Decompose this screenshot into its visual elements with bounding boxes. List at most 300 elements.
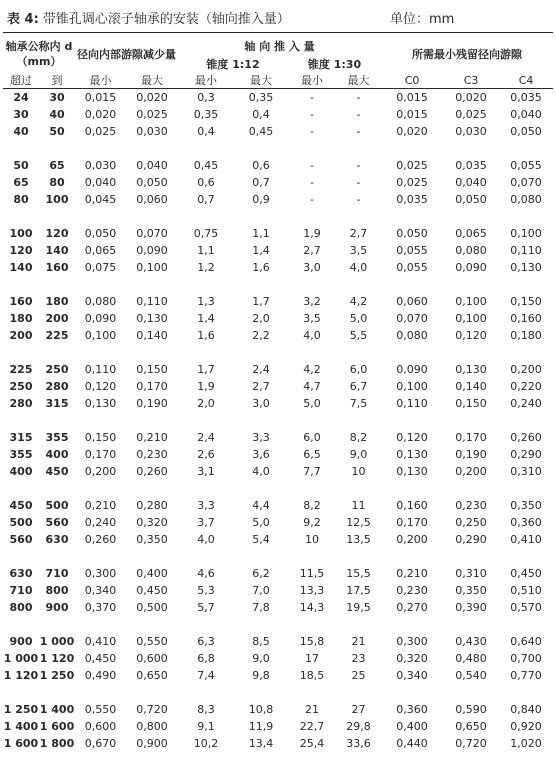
cell-c4: 0,770: [510, 669, 542, 682]
group-gap: [3, 412, 553, 429]
cell-taper30-max: 5,5: [349, 329, 368, 342]
cell-reduction-max: 0,090: [136, 244, 168, 257]
cell-reduction-min: 0,450: [84, 652, 117, 665]
cell-reduction-max: 0,025: [136, 108, 168, 121]
cell-bore-to: 1 000: [39, 635, 75, 648]
cell-c3: 0,250: [455, 516, 487, 529]
cell-reduction-min: 0,170: [84, 448, 117, 461]
cell-reduction-min: 0,370: [84, 601, 117, 614]
cell-taper30-max: 29,8: [346, 720, 371, 733]
cell-c4: 1,020: [510, 737, 542, 750]
table-row: [3, 735, 553, 752]
cell-reduction-max: 0,320: [136, 516, 168, 529]
cell-taper12-min: 1,3: [197, 295, 215, 308]
cell-taper30-min: 3,2: [303, 295, 321, 308]
cell-taper30-max: -: [356, 91, 361, 104]
cell-reduction-min: 0,200: [84, 465, 117, 478]
cell-bore-to: 900: [45, 601, 69, 614]
cell-taper30-min: -: [310, 125, 314, 138]
cell-reduction-min: 0,240: [84, 516, 117, 529]
cell-taper12-max: 3,6: [252, 448, 270, 461]
table-row: [3, 718, 553, 735]
header-bore: 轴承公称内 d（mm）: [5, 40, 73, 68]
cell-c0: 0,060: [396, 295, 428, 308]
cell-taper12-max: 1,7: [252, 295, 270, 308]
cell-c4: 0,360: [510, 516, 542, 529]
cell-taper12-max: 2,0: [252, 312, 270, 325]
cell-taper12-min: 5,7: [197, 601, 215, 614]
cell-c3: 0,100: [455, 312, 487, 325]
cell-bore-to: 710: [45, 567, 69, 580]
table-row: [3, 429, 553, 446]
cell-c0: 0,055: [396, 244, 428, 257]
table-row: [3, 259, 553, 276]
cell-taper12-min: 0,4: [197, 125, 215, 138]
gap-cell: [3, 208, 553, 225]
cell-c4: 0,035: [510, 91, 542, 104]
cell-bore-to: 160: [45, 261, 69, 274]
cell-bore-to: 450: [45, 465, 69, 478]
gap-cell: [3, 344, 553, 361]
table-row: [3, 123, 553, 140]
cell-c3: 0,350: [455, 584, 487, 597]
cell-bore-to: 50: [49, 125, 65, 138]
cell-taper12-max: 2,7: [252, 380, 270, 393]
cell-taper12-min: 7,4: [197, 669, 215, 682]
cell-bore-to: 140: [45, 244, 69, 257]
cell-bore-over: 1 600: [3, 737, 39, 750]
header-taper-30: 锥度 1:30: [307, 58, 362, 71]
cell-taper12-max: 11,9: [248, 720, 274, 733]
table-row: [3, 89, 553, 107]
header-c3: C3: [443, 72, 499, 89]
cell-c3: 0,310: [455, 567, 487, 580]
cell-c3: 0,025: [455, 108, 487, 121]
cell-c0: 0,070: [396, 312, 428, 325]
cell-c4: 0,350: [510, 499, 542, 512]
clearance-table: [3, 36, 553, 752]
group-gap: [3, 684, 553, 701]
cell-bore-to: 40: [49, 108, 65, 121]
cell-taper12-min: 2,4: [197, 431, 215, 444]
table-row: [3, 293, 553, 310]
cell-bore-over: 1 120: [3, 669, 39, 682]
cell-reduction-max: 0,210: [136, 431, 168, 444]
cell-reduction-max: 0,070: [136, 227, 168, 240]
cell-taper30-max: 13,5: [346, 533, 371, 546]
cell-taper12-max: 2,2: [252, 329, 270, 342]
cell-taper12-max: 5,4: [252, 533, 270, 546]
cell-bore-over: 1 400: [3, 720, 39, 733]
cell-c3: 0,040: [455, 176, 487, 189]
cell-taper30-max: 6,7: [349, 380, 368, 393]
group-gap: [3, 480, 553, 497]
table-row: [3, 514, 553, 531]
table-row: [3, 599, 553, 616]
cell-reduction-min: 0,600: [84, 720, 117, 733]
header-over: 超过: [3, 72, 39, 89]
table-number: 表 4:: [7, 12, 39, 27]
cell-c4: 0,055: [510, 159, 542, 172]
cell-reduction-max: 0,650: [136, 669, 168, 682]
cell-reduction-min: 0,150: [84, 431, 117, 444]
table-caption: 带锥孔调心滚子轴承的安装（轴向推入量）: [42, 12, 290, 27]
cell-taper30-min: 4,7: [303, 380, 321, 393]
cell-taper30-max: -: [356, 159, 361, 172]
cell-c0: 0,360: [396, 703, 428, 716]
cell-bore-to: 250: [45, 363, 69, 376]
cell-bore-over: 200: [9, 329, 33, 342]
cell-taper12-max: 4,0: [252, 465, 270, 478]
cell-taper30-max: 3,5: [349, 244, 368, 257]
cell-reduction-max: 0,350: [136, 533, 168, 546]
cell-c3: 0,050: [455, 193, 487, 206]
cell-taper12-max: 9,0: [252, 652, 270, 665]
cell-reduction-max: 0,040: [136, 159, 168, 172]
cell-c3: 0,190: [455, 448, 487, 461]
cell-taper12-max: 3,0: [252, 397, 270, 410]
cell-c0: 0,320: [396, 652, 428, 665]
gap-cell: [3, 140, 553, 157]
cell-c0: 0,080: [396, 329, 428, 342]
cell-taper30-max: 17,5: [346, 584, 371, 597]
group-gap: [3, 548, 553, 565]
cell-taper12-min: 1,2: [197, 261, 215, 274]
cell-c0: 0,015: [396, 108, 428, 121]
cell-c4: 0,040: [510, 108, 542, 121]
cell-reduction-min: 0,410: [84, 635, 117, 648]
table-title: [7, 8, 552, 28]
cell-reduction-min: 0,260: [84, 533, 117, 546]
cell-taper12-min: 3,1: [197, 465, 215, 478]
cell-reduction-min: 0,120: [84, 380, 117, 393]
table-row: [3, 650, 553, 667]
cell-c0: 0,130: [396, 448, 428, 461]
cell-taper30-min: 4,0: [303, 329, 321, 342]
cell-taper12-max: 0,7: [252, 176, 270, 189]
cell-c4: 0,920: [510, 720, 542, 733]
cell-taper12-min: 5,3: [197, 584, 215, 597]
cell-c3: 0,290: [455, 533, 487, 546]
cell-reduction-max: 0,150: [136, 363, 168, 376]
cell-c0: 0,210: [396, 567, 428, 580]
cell-bore-over: 160: [9, 295, 33, 308]
gap-cell: [3, 548, 553, 565]
cell-taper12-min: 0,35: [193, 108, 219, 121]
cell-c4: 0,080: [510, 193, 542, 206]
cell-c3: 0,230: [455, 499, 487, 512]
cell-taper30-min: -: [310, 91, 314, 104]
group-gap: [3, 276, 553, 293]
table-row: [3, 191, 553, 208]
cell-taper12-max: 1,6: [252, 261, 270, 274]
header-c4: C4: [499, 72, 553, 89]
header-reduction-min: 最小: [75, 72, 126, 89]
cell-c3: 0,150: [455, 397, 487, 410]
cell-reduction-min: 0,080: [84, 295, 117, 308]
cell-bore-to: 1 250: [39, 669, 75, 682]
group-gap: [3, 140, 553, 157]
cell-c3: 0,065: [455, 227, 487, 240]
cell-reduction-min: 0,030: [84, 159, 117, 172]
cell-bore-over: 280: [9, 397, 33, 410]
cell-taper12-max: 0,4: [252, 108, 270, 121]
cell-bore-over: 24: [13, 91, 29, 104]
cell-c4: 0,240: [510, 397, 542, 410]
cell-taper30-min: 25,4: [299, 737, 325, 750]
table-row: [3, 225, 553, 242]
cell-taper30-min: -: [310, 193, 314, 206]
cell-c3: 0,650: [455, 720, 487, 733]
cell-c0: 0,025: [396, 176, 428, 189]
cell-taper30-max: 27: [351, 703, 366, 716]
gap-cell: [3, 616, 553, 633]
cell-reduction-min: 0,550: [84, 703, 117, 716]
cell-c3: 0,080: [455, 244, 487, 257]
cell-bore-over: 80: [13, 193, 29, 206]
cell-c3: 0,540: [455, 669, 487, 682]
cell-taper12-max: 1,4: [252, 244, 270, 257]
cell-taper30-max: -: [356, 193, 361, 206]
cell-taper30-max: -: [356, 108, 361, 121]
cell-reduction-max: 0,800: [136, 720, 168, 733]
table-row: [3, 633, 553, 650]
cell-bore-over: 500: [9, 516, 33, 529]
cell-reduction-min: 0,130: [84, 397, 117, 410]
cell-c3: 0,170: [455, 431, 487, 444]
table-row: [3, 174, 553, 191]
header-taper12-min: 最小: [178, 72, 234, 89]
header-taper-12: 锥度 1:12: [206, 58, 260, 71]
cell-bore-over: 355: [9, 448, 33, 461]
cell-taper12-min: 8,3: [197, 703, 215, 716]
cell-taper12-max: 5,0: [252, 516, 270, 529]
unit-label: 单位：mm: [390, 12, 455, 27]
cell-taper12-min: 6,3: [197, 635, 215, 648]
cell-bore-over: 560: [9, 533, 33, 546]
cell-bore-to: 1 400: [39, 703, 75, 716]
cell-c4: 0,450: [510, 567, 542, 580]
cell-c4: 0,640: [510, 635, 542, 648]
cell-reduction-min: 0,045: [84, 193, 117, 206]
cell-c0: 0,230: [396, 584, 428, 597]
cell-taper30-min: 11,5: [299, 567, 325, 580]
cell-c0: 0,440: [396, 737, 428, 750]
cell-c3: 0,430: [455, 635, 487, 648]
cell-reduction-min: 0,210: [84, 499, 117, 512]
cell-c0: 0,025: [396, 159, 428, 172]
table-row: [3, 582, 553, 599]
cell-taper30-max: 9,0: [349, 448, 368, 461]
cell-taper12-min: 1,9: [197, 380, 215, 393]
table-row: [3, 310, 553, 327]
cell-c0: 0,055: [396, 261, 428, 274]
cell-taper30-max: 15,5: [346, 567, 371, 580]
group-gap: [3, 208, 553, 225]
cell-bore-to: 100: [45, 193, 69, 206]
cell-taper12-max: 0,6: [252, 159, 270, 172]
cell-c3: 0,390: [455, 601, 487, 614]
cell-taper12-max: 4,4: [252, 499, 270, 512]
cell-c4: 0,200: [510, 363, 542, 376]
cell-reduction-max: 0,550: [136, 635, 168, 648]
cell-taper12-max: 7,0: [252, 584, 270, 597]
cell-bore-over: 225: [9, 363, 33, 376]
cell-taper30-min: 8,2: [303, 499, 321, 512]
cell-taper30-min: 9,2: [303, 516, 321, 529]
cell-taper30-max: 23: [351, 652, 366, 665]
cell-c3: 0,100: [455, 295, 487, 308]
cell-c0: 0,020: [396, 125, 428, 138]
cell-taper30-min: 7,7: [303, 465, 321, 478]
cell-taper12-min: 9,1: [197, 720, 215, 733]
cell-taper30-min: 5,0: [303, 397, 321, 410]
header-min-clearance: 所需最小残留径向游隙: [412, 48, 523, 61]
cell-reduction-min: 0,110: [84, 363, 117, 376]
cell-taper30-min: 6,5: [303, 448, 321, 461]
cell-c0: 0,120: [396, 431, 428, 444]
cell-c4: 0,290: [510, 448, 542, 461]
cell-taper12-min: 0,7: [197, 193, 215, 206]
cell-c0: 0,050: [396, 227, 428, 240]
cell-bore-to: 200: [45, 312, 69, 325]
cell-c4: 0,160: [510, 312, 542, 325]
header-to: 到: [39, 72, 75, 89]
cell-bore-over: 710: [9, 584, 33, 597]
gap-cell: [3, 412, 553, 429]
cell-bore-over: 30: [13, 108, 29, 121]
table-row: [3, 497, 553, 514]
cell-reduction-min: 0,090: [84, 312, 117, 325]
cell-reduction-min: 0,100: [84, 329, 117, 342]
cell-bore-to: 355: [45, 431, 69, 444]
cell-reduction-max: 0,060: [136, 193, 168, 206]
table-row: [3, 701, 553, 718]
cell-taper30-min: 13,3: [299, 584, 325, 597]
cell-c3: 0,030: [455, 125, 487, 138]
table-row: [3, 378, 553, 395]
cell-c0: 0,170: [396, 516, 428, 529]
cell-taper12-max: 10,8: [248, 703, 274, 716]
cell-taper30-min: 6,0: [303, 431, 321, 444]
cell-taper30-min: 21: [305, 703, 320, 716]
gap-cell: [3, 276, 553, 293]
cell-taper12-max: 9,8: [252, 669, 270, 682]
cell-reduction-max: 0,030: [136, 125, 168, 138]
cell-taper30-min: -: [310, 176, 314, 189]
cell-c4: 0,150: [510, 295, 542, 308]
cell-reduction-max: 0,170: [136, 380, 168, 393]
table-row: [3, 106, 553, 123]
cell-taper12-min: 2,6: [197, 448, 215, 461]
cell-bore-over: 630: [9, 567, 33, 580]
cell-bore-to: 225: [45, 329, 69, 342]
cell-taper12-max: 0,45: [248, 125, 274, 138]
header-reduction-max: 最大: [126, 72, 178, 89]
cell-taper12-min: 1,1: [197, 244, 215, 257]
cell-reduction-max: 0,020: [136, 91, 168, 104]
cell-reduction-max: 0,450: [136, 584, 168, 597]
cell-taper12-max: 6,2: [252, 567, 270, 580]
cell-bore-to: 80: [49, 176, 65, 189]
cell-bore-to: 630: [45, 533, 69, 546]
top-rule: [3, 32, 553, 33]
cell-taper30-min: 22,7: [299, 720, 325, 733]
cell-taper12-min: 3,3: [197, 499, 215, 512]
cell-c3: 0,130: [455, 363, 487, 376]
cell-reduction-max: 0,110: [136, 295, 168, 308]
cell-reduction-min: 0,050: [84, 227, 117, 240]
cell-reduction-max: 0,400: [136, 567, 168, 580]
cell-c4: 0,570: [510, 601, 542, 614]
cell-taper12-min: 1,4: [197, 312, 215, 325]
cell-bore-to: 500: [45, 499, 69, 512]
cell-taper30-max: 10: [351, 465, 366, 478]
header-taper12-max: 最大: [234, 72, 288, 89]
cell-reduction-max: 0,130: [136, 312, 168, 325]
cell-taper30-max: 4,0: [349, 261, 368, 274]
cell-c4: 0,700: [510, 652, 542, 665]
cell-c0: 0,200: [396, 533, 428, 546]
cell-taper12-min: 1,6: [197, 329, 215, 342]
cell-taper30-min: 1,9: [303, 227, 321, 240]
cell-c0: 0,130: [396, 465, 428, 478]
cell-taper12-max: 3,3: [252, 431, 270, 444]
cell-bore-over: 315: [9, 431, 33, 444]
cell-taper30-max: 5,0: [349, 312, 368, 325]
cell-taper12-min: 4,0: [197, 533, 215, 546]
cell-reduction-min: 0,670: [84, 737, 117, 750]
cell-bore-to: 30: [49, 91, 65, 104]
cell-c0: 0,300: [396, 635, 428, 648]
cell-taper12-max: 2,4: [252, 363, 270, 376]
cell-taper12-min: 4,6: [197, 567, 215, 580]
cell-bore-over: 120: [9, 244, 33, 257]
cell-c4: 0,050: [510, 125, 542, 138]
cell-bore-over: 450: [9, 499, 33, 512]
cell-c0: 0,160: [396, 499, 428, 512]
cell-reduction-min: 0,340: [84, 584, 117, 597]
cell-c0: 0,110: [396, 397, 428, 410]
cell-bore-to: 1 120: [39, 652, 75, 665]
cell-bore-to: 120: [45, 227, 69, 240]
cell-c4: 0,410: [510, 533, 542, 546]
table-row: [3, 242, 553, 259]
cell-taper12-max: 0,35: [248, 91, 274, 104]
cell-reduction-min: 0,020: [84, 108, 117, 121]
cell-c0: 0,035: [396, 193, 428, 206]
cell-c4: 0,310: [510, 465, 542, 478]
cell-taper12-min: 0,6: [197, 176, 215, 189]
cell-taper30-min: 10: [305, 533, 320, 546]
cell-bore-over: 180: [9, 312, 33, 325]
cell-bore-to: 315: [45, 397, 69, 410]
cell-taper30-max: -: [356, 176, 361, 189]
cell-c4: 0,180: [510, 329, 542, 342]
cell-reduction-max: 0,600: [136, 652, 168, 665]
table-row: [3, 463, 553, 480]
cell-taper30-max: 11: [351, 499, 366, 512]
table-row: [3, 446, 553, 463]
cell-bore-over: 50: [13, 159, 29, 172]
cell-taper12-max: 0,9: [252, 193, 270, 206]
header-c0: C0: [381, 72, 443, 89]
cell-bore-over: 40: [13, 125, 29, 138]
cell-taper30-max: 6,0: [349, 363, 368, 376]
cell-bore-over: 800: [9, 601, 33, 614]
header-taper30-max: 最大: [336, 72, 381, 89]
cell-taper30-max: 7,5: [349, 397, 368, 410]
